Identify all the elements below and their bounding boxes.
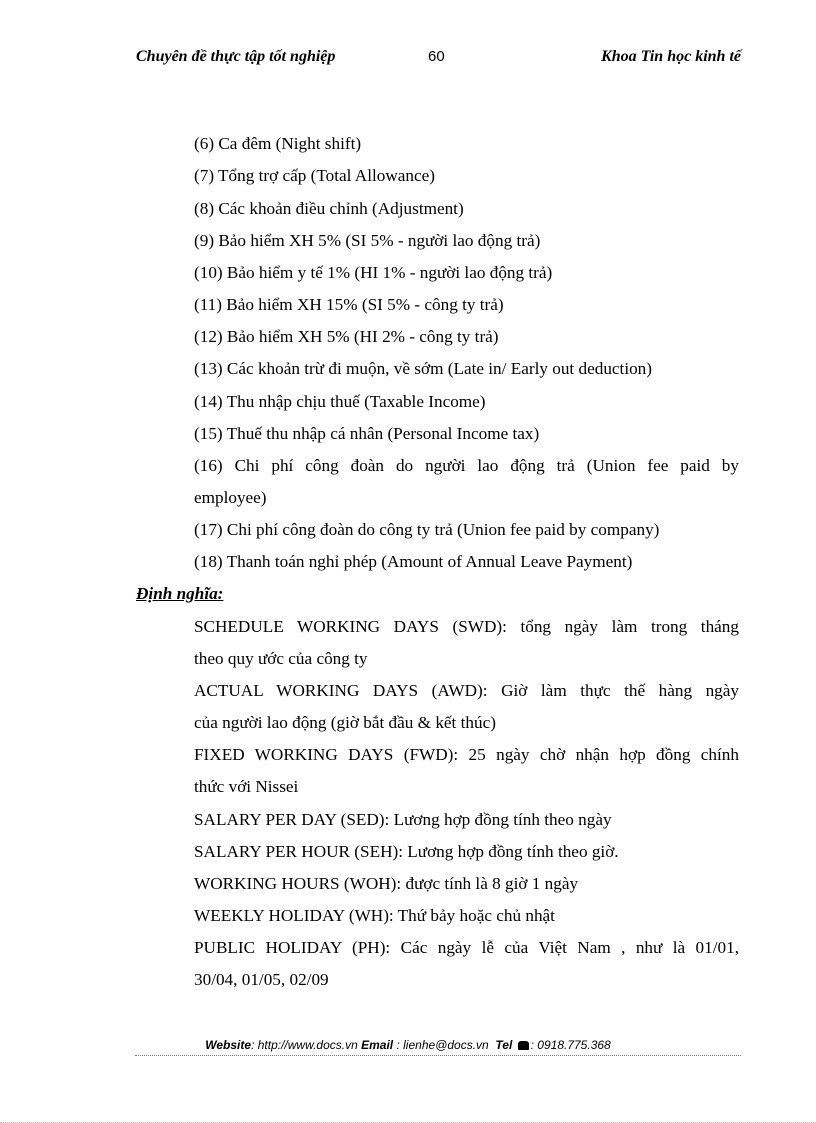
definition-line: theo quy ước của công ty bbox=[194, 649, 368, 668]
definition-line: WEEKLY HOLIDAY (WH): Thứ bảy hoặc chủ nhật bbox=[194, 906, 555, 925]
definition-line: PUBLIC HOLIDAY (PH): Các ngày lễ của Việt Nam , như là 01/01, bbox=[194, 938, 739, 957]
list-item: (13) Các khoản trừ đi muộn, về sớm (Late in/ Early out deduction) bbox=[194, 359, 653, 378]
list-item: (12) Bảo hiểm XH 5% (HI 2% - công ty trả) bbox=[194, 327, 499, 346]
footer-website-label: Website bbox=[205, 1038, 252, 1052]
definition-line: thức với Nissei bbox=[194, 777, 299, 796]
page-header bbox=[0, 46, 816, 70]
list-item: (18) Thanh toán nghỉ phép (Amount of Annual Leave Payment) bbox=[194, 552, 633, 571]
definition-line: của người lao động (giờ bắt đầu & kết thúc) bbox=[194, 713, 496, 732]
definitions-heading: Định nghĩa: bbox=[136, 584, 224, 603]
list-item: (17) Chi phí công đoàn do công ty trả (Union fee paid by company) bbox=[194, 520, 660, 539]
page-footer bbox=[0, 1038, 816, 1052]
list-item: (10) Bảo hiểm y tế 1% (HI 1% - người lao động trả) bbox=[194, 263, 553, 282]
footer-email-label: Email bbox=[361, 1038, 394, 1052]
footer-phone: : 0918.775.368 bbox=[530, 1038, 611, 1052]
definition-line: SCHEDULE WORKING DAYS (SWD): tổng ngày làm trong tháng bbox=[194, 617, 739, 636]
footer-website-link[interactable]: : http://www.docs.vn bbox=[251, 1038, 358, 1052]
phone-icon bbox=[518, 1041, 529, 1050]
list-item: (6) Ca đêm (Night shift) bbox=[194, 134, 362, 153]
footer-tel-label: Tel bbox=[495, 1038, 513, 1052]
definition-line: FIXED WORKING DAYS (FWD): 25 ngày chờ nhận hợp đồng chính bbox=[194, 745, 739, 764]
list-item-continuation: employee) bbox=[194, 488, 267, 507]
definition-line: ACTUAL WORKING DAYS (AWD): Giờ làm thực thế hàng ngày bbox=[194, 681, 739, 700]
list-item: (7) Tổng trợ cấp (Total Allowance) bbox=[194, 166, 435, 185]
definition-line: 30/04, 01/05, 02/09 bbox=[194, 970, 329, 989]
footer-email-link[interactable]: : lienhe@docs.vn bbox=[393, 1038, 489, 1052]
definition-line: WORKING HOURS (WOH): được tính là 8 giờ 1 ngày bbox=[194, 874, 579, 893]
list-item: (9) Bảo hiểm XH 5% (SI 5% - người lao động trả) bbox=[194, 231, 541, 250]
list-item: (14) Thu nhập chịu thuế (Taxable Income) bbox=[194, 392, 486, 411]
definition-line: SALARY PER HOUR (SEH): Lương hợp đồng tính theo giờ. bbox=[194, 842, 619, 861]
footer-divider bbox=[135, 1055, 741, 1056]
list-item: (11) Bảo hiểm XH 15% (SI 5% - công ty trả) bbox=[194, 295, 504, 314]
list-item: (8) Các khoản điều chỉnh (Adjustment) bbox=[194, 199, 464, 218]
page-number: 60 bbox=[428, 48, 445, 65]
list-item: (15) Thuế thu nhập cá nhân (Personal Income tax) bbox=[194, 424, 540, 443]
header-title: Chuyên đề thực tập tốt nghiệp bbox=[136, 48, 336, 65]
header-department: Khoa Tin học kinh tế bbox=[601, 48, 741, 65]
definition-line: SALARY PER DAY (SED): Lương hợp đồng tính theo ngày bbox=[194, 810, 612, 829]
list-item: (16) Chi phí công đoàn do người lao động trả (Union fee paid by bbox=[194, 456, 739, 475]
